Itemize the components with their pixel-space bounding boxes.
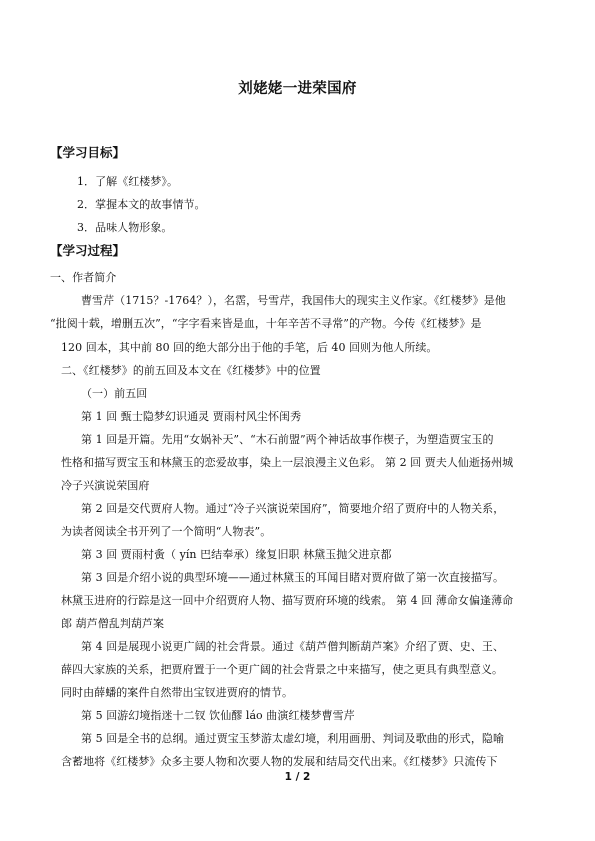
body-line: 第 1 回 甄士隐梦幻识通灵 贾雨村风尘怀闺秀 xyxy=(81,410,302,423)
page-number: 1 / 2 xyxy=(284,771,311,783)
body-line: 第 1 回是开篇。先用“女娲补天”、“木石前盟”两个神话故事作楔子，为塑造贾宝玉的 xyxy=(81,433,494,446)
body-line: 曹雪芹（1715？-1764？），名霑，号雪芹，我国伟大的现实主义作家。《红楼梦》是他 xyxy=(81,294,506,307)
body-line: 冷子兴演说荣国府 xyxy=(61,479,150,492)
body-line: 郎 葫芦僧乱判葫芦案 xyxy=(61,617,164,630)
body-line: 同时由薛蟠的案件自然带出宝钗进贾府的情节。 xyxy=(61,686,294,699)
goals-heading: 【学习目标】 xyxy=(50,145,126,160)
body-line: 二、《红楼梦》的前五回及本文在《红楼梦》中的位置 xyxy=(61,364,321,377)
body-line: 含蓄地将《红楼梦》众多主要人物和次要人物的发展和结局交代出来。《红楼梦》只流传下 xyxy=(61,755,498,768)
body-line: 第 3 回 贾雨村夤（ yín 巴结奉承）缘复旧职 林黛玉抛父进京都 xyxy=(81,548,392,561)
body-line: 第 5 回是全书的总纲。通过贾宝玉梦游太虚幻境，利用画册、判词及歌曲的形式，隐喻 xyxy=(81,732,504,745)
body-line: 为读者阅读全书开列了一个简明“人物表”。 xyxy=(61,525,272,538)
body-line: 第 4 回是展现小说更广阔的社会背景。通过《葫芦僧判断葫芦案》介绍了贾、史、王、 xyxy=(81,640,504,653)
process-heading: 【学习过程】 xyxy=(50,243,126,258)
body-line: 第 2 回是交代贾府人物。通过“冷子兴演说荣国府”，简要地介绍了贾府中的人物关系， xyxy=(81,502,505,515)
body-line: （一）前五回 xyxy=(81,387,148,400)
goal-item: 3．品味人物形象。 xyxy=(77,221,173,234)
goal-item: 2．掌握本文的故事情节。 xyxy=(77,198,206,211)
body-line: “批阅十载，增删五次”，“字字看来皆是血，十年辛苦不寻常”的产物。今传《红楼梦》是 xyxy=(50,317,482,330)
body-line: 林黛玉进府的行踪是这一回中介绍贾府人物、描写贾府环境的线索。 第 4 回 薄命女偏逢薄命 xyxy=(61,594,514,607)
body-line: 一、作者简介 xyxy=(50,271,117,284)
body-line: 第 3 回是介绍小说的典型环境——通过林黛玉的耳闻目睹对贾府做了第一次直接描写。 xyxy=(81,571,504,584)
body-line: 性格和描写贾宝玉和林黛玉的恋爱故事，染上一层浪漫主义色彩。 第 2 回 贾夫人仙逝扬州城 xyxy=(61,456,514,469)
body-line: 薛四大家族的关系，把贾府置于一个更广阔的社会背景之中来描写，使之更具有典型意义。 xyxy=(61,663,503,676)
goal-item: 1．了解《红楼梦》。 xyxy=(77,175,178,188)
body-line: 120 回本，其中前 80 回的绝大部分出于他的手笔，后 40 回则为他人所续。 xyxy=(61,341,438,354)
page-title: 刘姥姥一进荣国府 xyxy=(238,81,357,97)
body-line: 第 5 回游幻境指迷十二钗 饮仙醪 láo 曲演红楼梦曹雪芹 xyxy=(81,709,355,722)
